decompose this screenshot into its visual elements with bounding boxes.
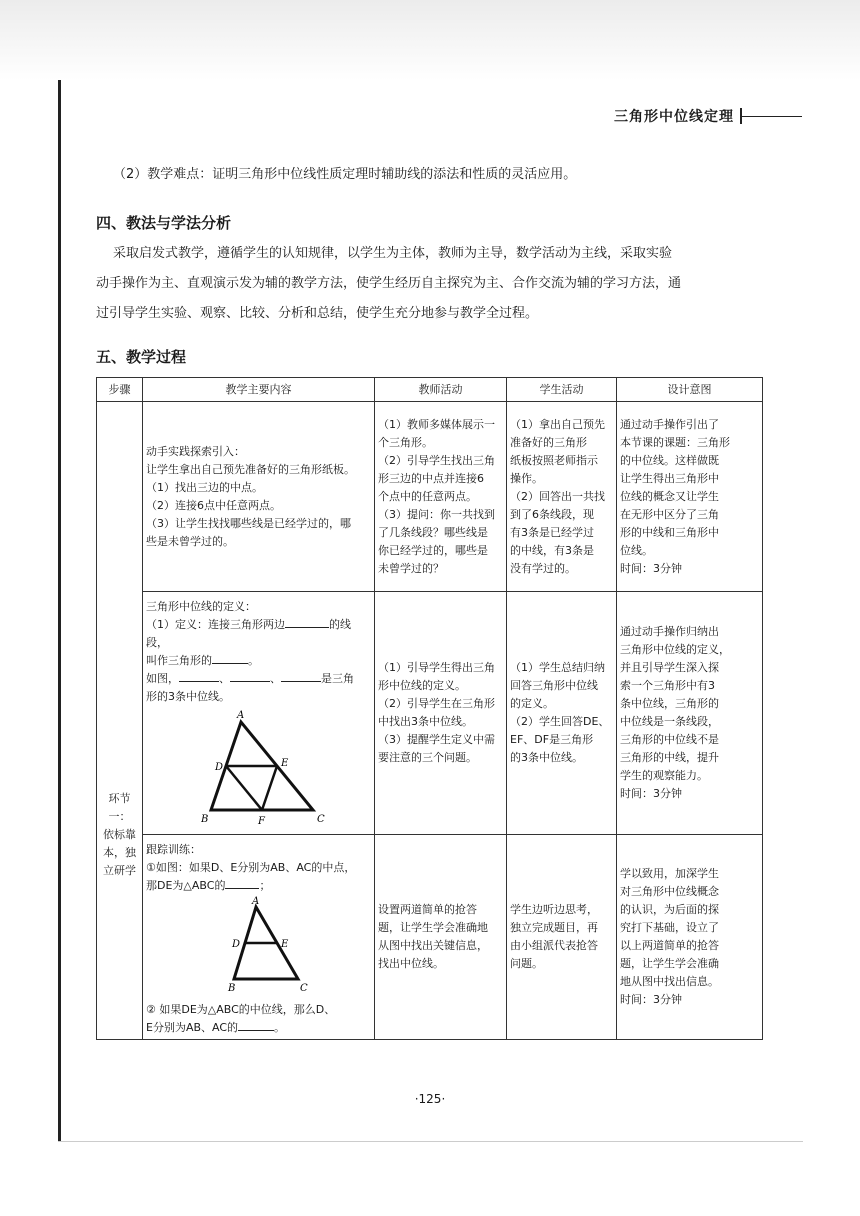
label-A: A — [237, 710, 245, 721]
text-line: 让学生得出三角形中 — [620, 471, 719, 485]
difficulty-paragraph: （2）教学难点：证明三角形中位线性质定理时辅助线的添法和性质的灵活应用。 — [113, 167, 577, 182]
label-F: F — [258, 816, 265, 826]
question-line — [146, 877, 371, 895]
label-D: D — [215, 762, 224, 773]
page-bottom-rule — [58, 1141, 803, 1142]
blank — [238, 1030, 274, 1031]
text-line: 三角形的中线，提升 — [620, 751, 719, 764]
text-line: （3）提问：你一共找到 — [378, 507, 495, 521]
text-line: 没有学过的。 — [510, 561, 576, 575]
blank — [285, 627, 329, 628]
row3-student — [507, 835, 617, 1040]
question-line — [146, 1019, 371, 1037]
table-row — [97, 835, 763, 1040]
text-line: 有3条是已经学过 — [510, 525, 594, 539]
text-line: ② 如果DE为△ABC的中位线，那么D、 — [146, 1003, 336, 1016]
text-line: （2）回答出一共找 — [510, 489, 605, 503]
text-line: 的中线，有3条是 — [510, 543, 594, 557]
scan-shadow — [0, 0, 860, 80]
text-line: 的中位线。这样做既 — [620, 453, 719, 467]
text-line: 本节课的课题：三角形 — [620, 435, 730, 449]
triangle-de-figure — [224, 895, 324, 995]
text-line: （1）学生总结归纳 — [510, 661, 605, 674]
text-line: 些是未曾学过的。 — [146, 534, 234, 548]
text-line: 学生边听边思考， — [510, 903, 598, 916]
row1-student — [507, 402, 617, 592]
text-span: 是三角 — [321, 672, 354, 685]
text-span: 如图， — [146, 672, 179, 685]
text-line: 从图中找出关键信息， — [378, 939, 488, 952]
text-line: （1）教师多媒体展示一 — [378, 417, 495, 431]
text-span: 、 — [270, 672, 281, 685]
row3-teacher — [375, 835, 507, 1040]
text-line: 学以致用，加深学生 — [620, 867, 719, 880]
text-line: 跟踪训练： — [146, 843, 201, 856]
blank — [230, 681, 270, 682]
text-line: 时间：3分钟 — [620, 787, 682, 800]
row1-intent — [617, 402, 763, 592]
row2-student — [507, 592, 617, 835]
step-line: 依标靠 — [103, 827, 136, 841]
text-span: 。 — [274, 1021, 286, 1034]
text-span: 。 — [248, 654, 259, 667]
text-line: 形中位线的定义。 — [378, 679, 466, 692]
label-E: E — [281, 758, 289, 769]
row1-teacher — [375, 402, 507, 592]
label-B: B — [201, 814, 209, 825]
binding-edge — [58, 80, 61, 1142]
text-line: （3）提醒学生定义中需 — [378, 733, 495, 746]
label-E: E — [281, 939, 289, 950]
figure-line — [146, 670, 371, 688]
text-line: （2）引导学生在三角形 — [378, 697, 495, 710]
text-line: EF、DF是三角形 — [510, 733, 594, 746]
text-span: 、 — [219, 672, 230, 685]
label-C: C — [300, 983, 308, 994]
section4-line-2: 动手操作为主、直观演示发为辅的教学方法，使学生经历自主探究为主、合作交流为辅的学习方法，通 — [96, 276, 682, 291]
text-line: 动手实践探索引入： — [146, 444, 245, 458]
definition-line — [146, 652, 371, 670]
text-line: 未曾学过的？ — [378, 561, 444, 575]
text-line: 让学生拿出自己预先准备好的三角形纸板。 — [146, 462, 355, 476]
definition-line — [146, 616, 371, 652]
text-line: 个点中的任意两点。 — [378, 489, 477, 503]
text-line: 了几条线段？哪些线是 — [378, 525, 488, 539]
header-intent: 设计意图 — [617, 378, 763, 402]
row2-content — [143, 592, 375, 835]
text-line: （2）学生回答DE、 — [510, 715, 610, 728]
text-line: 形的3条中位线。 — [146, 690, 230, 703]
text-line: 位线的概念又让学生 — [620, 489, 719, 503]
header-content: 教学主要内容 — [143, 378, 375, 402]
lesson-table — [96, 377, 763, 1040]
text-line: 形三边的中点并连接6 — [378, 471, 484, 485]
blank — [212, 663, 248, 664]
text-line: 到了6条线段，现 — [510, 507, 594, 521]
text-line: 三角形的中位线不是 — [620, 733, 719, 746]
row3-intent — [617, 835, 763, 1040]
step-line: 本，独 — [103, 845, 136, 859]
text-line: 中位线是一条线段， — [620, 715, 719, 728]
text-line: （1）找出三边的中点。 — [146, 480, 263, 494]
text-line: 设置两道简单的抢答 — [378, 903, 477, 916]
text-line: 并且引导学生深入探 — [620, 661, 719, 674]
text-line: 索一个三角形中有3 — [620, 679, 715, 692]
blank — [281, 681, 321, 682]
text-span: 那DE为△ABC的 — [146, 879, 226, 892]
step-line: 环节一： — [108, 791, 131, 823]
text-span: E分别为AB、AC的 — [146, 1021, 239, 1034]
text-line: 条中位线，三角形的 — [620, 697, 719, 710]
section4-line-3: 过引导学生实验、观察、比较、分析和总结，使学生充分地参与教学全过程。 — [96, 306, 539, 321]
label-C: C — [317, 814, 325, 825]
section4-line-1: 采取启发式教学，遵循学生的认知规律，以学生为主体，教师为主导，数学活动为主线，采取实验 — [113, 246, 673, 261]
running-head-rule — [742, 116, 802, 117]
triangle-midlines-figure — [201, 708, 331, 826]
text-line: 中找出3条中位线。 — [378, 715, 473, 728]
text-span: （1）定义：连接三角形两边 — [146, 618, 285, 631]
table-row — [97, 402, 763, 592]
text-line: 回答三角形中位线 — [510, 679, 598, 692]
text-line: 三角形中位线的定义： — [146, 600, 256, 613]
text-line: （1）拿出自己预先 — [510, 417, 605, 431]
text-line: 时间：3分钟 — [620, 993, 682, 1006]
text-line: 个三角形。 — [378, 435, 433, 449]
text-line: 以上两道简单的抢答 — [620, 939, 719, 952]
text-span: 的线段， — [146, 618, 351, 649]
text-line: 题，让学生学会准确地 — [378, 921, 488, 934]
text-line: 由小组派代表抢答 — [510, 939, 598, 952]
table-row — [97, 592, 763, 835]
blank — [225, 888, 259, 889]
text-line: 的定义。 — [510, 697, 554, 710]
text-line: 地从图中找出信息。 — [620, 975, 719, 988]
text-line: ①如图：如果D、E分别为AB、AC的中点， — [146, 861, 356, 874]
text-line: （2）引导学生找出三角 — [378, 453, 495, 467]
row1-content — [143, 402, 375, 592]
label-D: D — [232, 939, 241, 950]
text-line: 通过动手操作引出了 — [620, 417, 719, 431]
text-line: 的3条中位线。 — [510, 751, 583, 764]
text-line: 独立完成题目，再 — [510, 921, 598, 934]
row3-content — [143, 835, 375, 1040]
text-line: 对三角形中位线概念 — [620, 885, 719, 898]
text-line: 要注意的三个问题。 — [378, 751, 477, 764]
section5-heading: 五、教学过程 — [96, 348, 187, 366]
header-teacher: 教师活动 — [375, 378, 507, 402]
text-span: 叫作三角形的 — [146, 654, 212, 667]
text-line: 纸板按照老师指示 — [510, 453, 598, 467]
header-student: 学生活动 — [507, 378, 617, 402]
page-number: ·125· — [414, 1092, 446, 1106]
row2-intent — [617, 592, 763, 835]
header-step: 步骤 — [97, 378, 143, 402]
step-line: 立研学 — [103, 863, 136, 877]
text-line: 通过动手操作归纳出 — [620, 625, 719, 638]
text-line: 问题。 — [510, 957, 543, 970]
section4-heading: 四、教法与学法分析 — [96, 214, 232, 232]
blank — [179, 681, 219, 682]
row2-teacher — [375, 592, 507, 835]
text-line: 时间：3分钟 — [620, 561, 682, 575]
text-line: 三角形中位线的定义， — [620, 643, 730, 656]
text-line: （1）引导学生得出三角 — [378, 661, 495, 674]
text-line: 在无形中区分了三角 — [620, 507, 719, 521]
text-line: 形的中线和三角形中 — [620, 525, 719, 539]
text-line: 找出中位线。 — [378, 957, 444, 970]
text-line: 究打下基础，设立了 — [620, 921, 719, 934]
text-line: （3）让学生找找哪些线是已经学过的，哪 — [146, 516, 351, 530]
label-B: B — [228, 983, 236, 994]
text-line: 题，让学生学会准确 — [620, 957, 719, 970]
label-A: A — [252, 896, 260, 907]
step-cell — [97, 402, 143, 1040]
table-header-row — [97, 378, 763, 402]
text-line: （2）连接6点中任意两点。 — [146, 498, 281, 512]
text-line: 准备好的三角形 — [510, 435, 587, 449]
running-head — [614, 106, 802, 126]
text-line: 你已经学过的，哪些是 — [378, 543, 488, 557]
text-line: 操作。 — [510, 471, 543, 485]
running-head-title: 三角形中位线定理 — [614, 109, 734, 125]
text-line: 的认识，为后面的探 — [620, 903, 719, 916]
text-line: 学生的观察能力。 — [620, 769, 708, 782]
text-line: 位线。 — [620, 543, 653, 557]
text-span: ； — [259, 879, 271, 892]
